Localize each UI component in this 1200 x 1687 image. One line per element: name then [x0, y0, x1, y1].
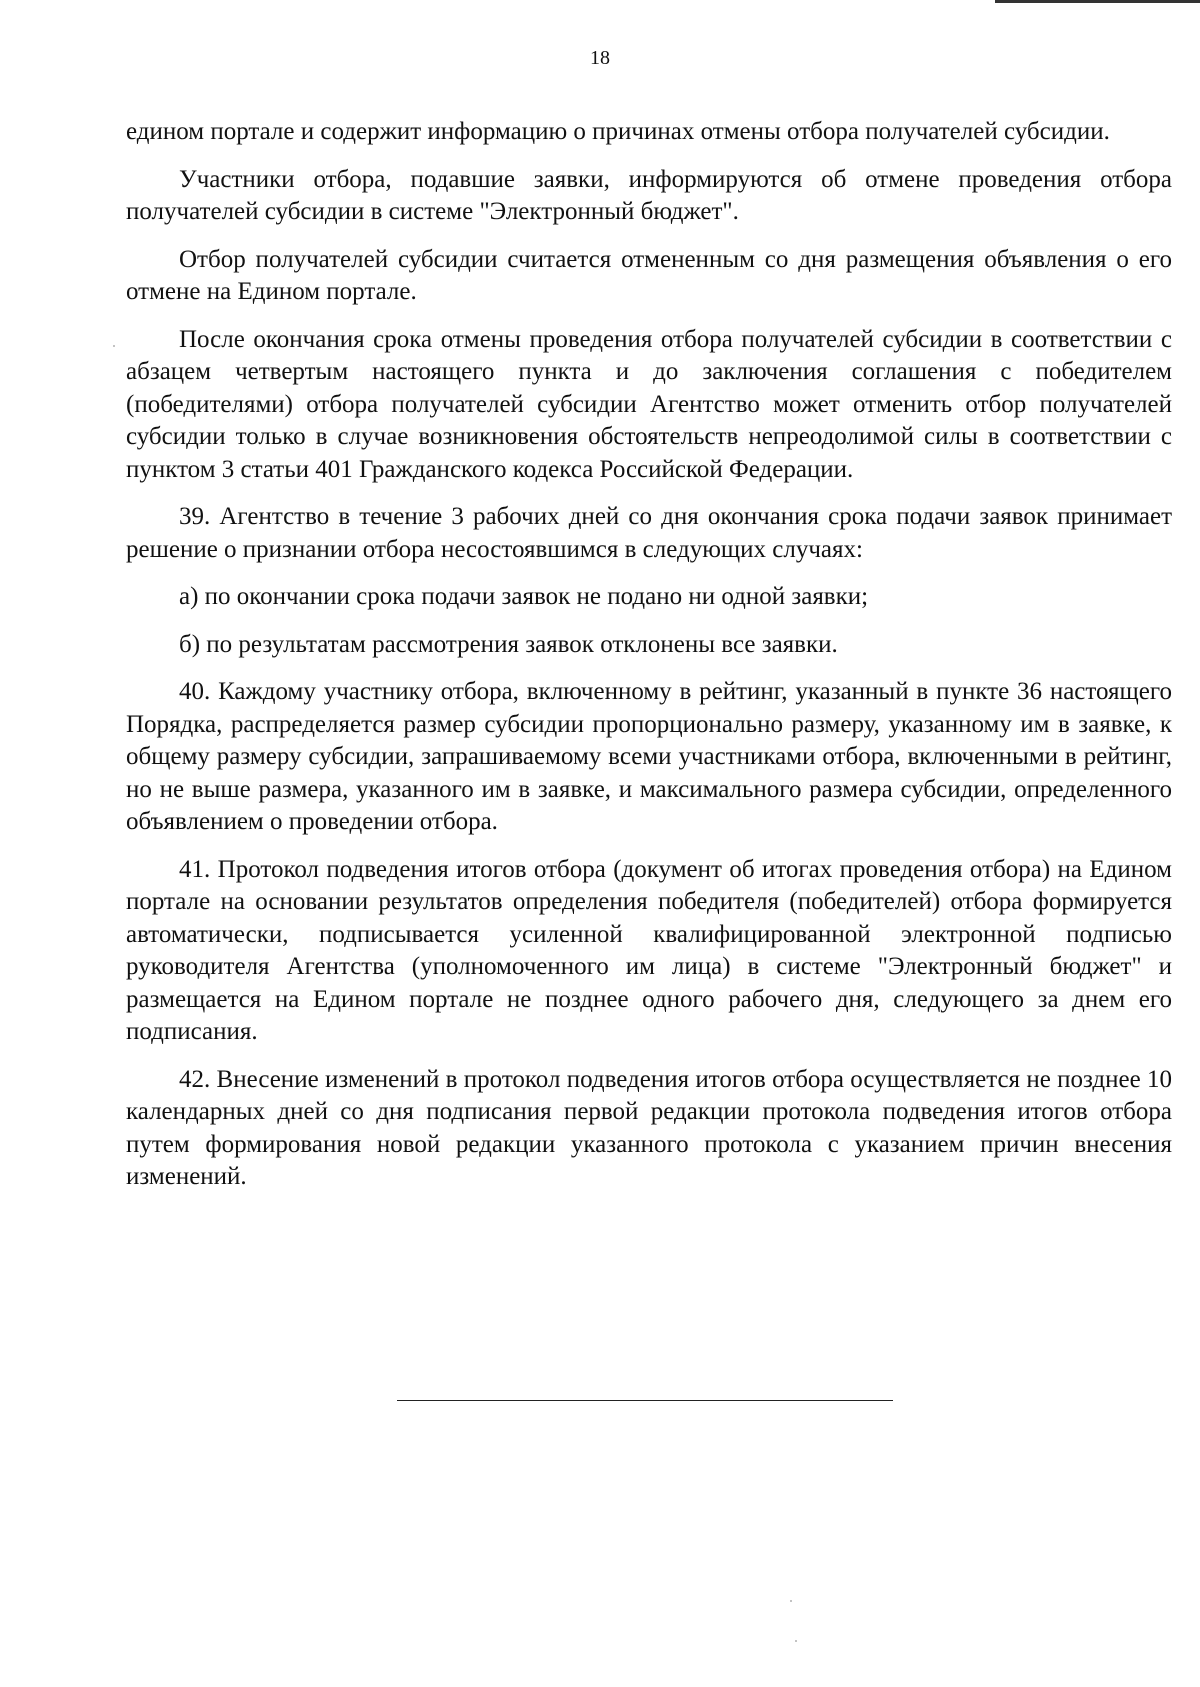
- paragraph-continuation: едином портале и содержит информацию о причинах отмены отбора получателей субсидии.: [126, 118, 1110, 145]
- paragraph-force-majeure: После окончания срока отмены проведения отбора получателей субсидии в соответствии с абзацем четвертым настоящего пункта и до заключения соглашения с победителем (победителями) отбора получателей субсидии Агентство может отменить отбор получателей субсидии только в случае возникновения обстоятельств непреодолимой силы в соответствии с пунктом 3 статьи 401 Гражданского кодекса Российской Федерации.: [126, 325, 1172, 483]
- top-edge-rule: [995, 0, 1200, 3]
- document-body: [126, 116, 1172, 1194]
- page-number: 18: [590, 47, 610, 69]
- paragraph-selection-cancelled: Отбор получателей субсидии считается отмененным со дня размещения объявления о его отмене на Едином портале.: [126, 245, 1172, 305]
- paragraph-item-39-b: б) по результатам рассмотрения заявок отклонены все заявки.: [179, 630, 838, 658]
- end-of-document-rule: [397, 1400, 893, 1401]
- paragraph-item-40: 40. Каждому участнику отбора, включенному в рейтинг, указанный в пункте 36 настоящего Порядка, распределяется размер субсидии пропорционально размеру, указанному им в заявке, к общему размеру субсидии, запрашиваемому всеми участниками отбора, включенными в рейтинг, но не выше размера, указанного им в заявке, и максимального размера субсидии, определенного объявлением о проведении отбора.: [126, 678, 1172, 835]
- paragraph-item-42: 42. Внесение изменений в протокол подведения итогов отбора осуществляется не позднее 10 календарных дней со дня подписания первой редакции протокола подведения итогов отбора путем формирования новой редакции указанного протокола с указанием причин внесения изменений.: [126, 1065, 1172, 1190]
- paragraph-item-41: 41. Протокол подведения итогов отбора (документ об итогах проведения отбора) на Едином портале на основании результатов определения победителя (победителей) отбора формируется автоматически, подписывается усиленной квалифицированной электронной подписью руководителя Агентства (уполномоченного им лица) в системе "Электронный бюджет" и размещается на Едином портале не позднее одного рабочего дня, следующего за днем его подписания.: [126, 855, 1172, 1045]
- scan-speck: [795, 1640, 797, 1642]
- paragraph-item-39: 39. Агентство в течение 3 рабочих дней со дня окончания срока подачи заявок принимает решение о признании отбора несостоявшимся в следующих случаях:: [126, 503, 1172, 563]
- paragraph-participants-informed: Участники отбора, подавшие заявки, информируются об отмене проведения отбора получателей субсидии в системе "Электронный бюджет".: [126, 165, 1172, 225]
- scan-speck: [790, 1600, 792, 1602]
- scan-speck: [113, 345, 115, 347]
- paragraph-item-39-a: а) по окончании срока подачи заявок не подано ни одной заявки;: [179, 583, 869, 610]
